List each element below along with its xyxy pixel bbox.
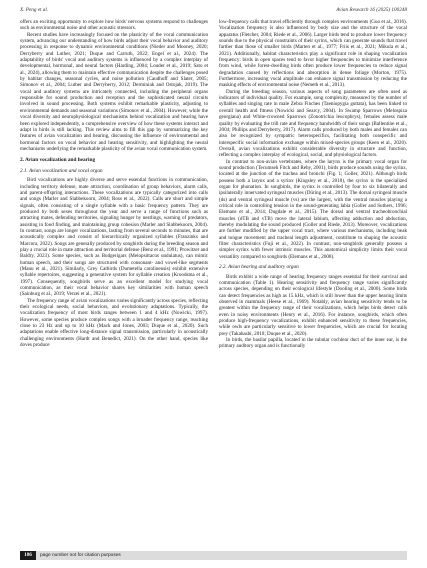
page-number: 186: [20, 551, 36, 560]
paragraph: In birds, the basilar papilla, located in the tubular cochlear duct of the inner ear, is the primary auditory organ and is functionally: [219, 337, 407, 350]
paragraph: The frequency range of avian vocalizations varies significantly across species, reflecting their ecological needs, social behaviors, and evolutionary adaptations. Typically, the vocalization frequency of most birds ranges between 1 and 4 kHz (Nowicki, 1997). However, some species produce complex songs with a broader frequency range, reaching close to 23 Hz and up to 10 kHz (Mack and Jones, 2003; Duque et al., 2020). Such adaptations enable effective long-distance signal transmission, particularly in acoustically challenging environments (Hardt and Benedict, 2021). On the other hand, species like doves produce: [20, 297, 208, 349]
right-column: [219, 19, 407, 544]
section-heading: 2.1. Avian vocalization and vocal organ: [20, 167, 103, 174]
paragraph: Bird vocalizations are highly diverse and serve essential functions in communication, including territory defense, mate attraction, coordination of group behaviors, alarm calls, and parent-offspring interactions. These vocalizations are typically categorized into calls and songs (Marler and Slabbekoorn, 2004; Ross et al., 2022). Calls are short and simple signals, often consisting of a single syllable with a basic frequency pattern. They are produced by both sexes throughout the year and serve a range of functions such as attracting mates, defending territories, signaling hunger by nestlings, warning of predators, assisting in food finding, and maintaining group cohesion (Marler and Slabbekoorn, 2004). In contrast, songs are longer vocalizations, lasting from several seconds to minutes, that are acoustically complex and consist of hierarchically organized syllables (Franzinks and Marcora, 2022). Songs are generally produced by songbirds during the breeding season and play a crucial role in mate attraction and territorial defense (Benz et al., 1991; Prowitzer and Baldry, 2023). Some species, such as Budgerigars (Melopsittacus undulatus), can mimic human speech, and their songs are structured with consonant- and vowel-like segments (Manu et al., 2021). Similarly, Grey Catbirds (Dumetella carolinensis) exhibit extensive syllable repertoires, suggesting a generative system for syllable creation (Kroodsma et al., 1997). Consequently, songbirds serve as an excellent model for studying vocal communication, as their vocal behavior shares key similarities with human speech (Sainburg et al., 2019; Verzei et al., 2021).: [20, 177, 208, 298]
paragraph: low-frequency calls that travel efficiently through complex environments (Guo et al., 2016). Vocalization frequency is also influenced by body size and the structure of the vocal apparatus (Fletcher, 2004; Riede et al., 2006). Larger birds tend to produce lower frequency sounds due to the physical constraints of their syrinx, which can generate sounds that travel farther than those of smaller birds (Marten et al., 1977; Friis et al., 2021; Mikula et al., 2021). Additionally, habitat characteristics play a significant role in shaping vocalization frequency: birds in open spaces tend to favor higher frequencies to minimize interference from wind, while forest-dwelling birds often produce lower frequencies to reduce signal degradation caused by reflections and absorption in dense foliage (Morton, 1975). Furthermore, increasing vocal amplitude can enhance signal transmission by reducing the masking effects of environmental noise (Nemeth et al., 2013).: [219, 19, 407, 89]
header-authors: X. Peng et al.: [20, 7, 49, 13]
running-header: [20, 7, 407, 17]
header-journal: Avian Research 16 (2025) 100248: [336, 7, 407, 13]
paragraph: Birds exhibit a wide range of hearing frequency ranges essential for their survival and communication (Table 1). Hearing sensitivity and frequency range varies significantly across species, depending on their ecological lifestyle (Dooling et al., 2000). Some birds can detect frequencies as high as 15 kHz, which is still lower than the upper hearing limits observed in mammals (Heese et al., 1969). Notably, avian hearing sensitivity tends to be greatest within the frequency range of their vocalizations, which helps birds detect calls even in noisy environments (Henry et al., 2016). For instance, songbirds, which often produce high-frequency vocalizations, exhibit enhanced sensitivity to these frequencies, while owls are particularly sensitive to lower frequencies, which are crucial for locating prey (Takahashi, 2010; Duque et al., 2020).: [219, 273, 407, 337]
paragraph: offers an exciting opportunity to explore how birds' nervous systems respond to challenges such as environmental noise and other acoustic stressors.: [20, 19, 208, 32]
article-body: [20, 19, 407, 544]
section-heading: 2.2. Avian hearing and auditory organ: [219, 264, 299, 271]
paragraph: In contrast to non-avian vertebrates, where the larynx is the primary vocal organ for sound production (Tecumseh Fitch and Reby, 2001), birds produce sounds using the syrinx, located at the junction of the trachea and bronchi (Fig. 1; Goller, 2021). Although birds possess both a larynx and a syrinx (Kingsley et al., 2018), the syrinx is the specialized organ for phonation. In songbirds, the syrinx is controlled by four to six bilaterally and ipsilaterally innervated syringeal muscles (Düring et al., 2013). The dorsal syringeal muscle (ds) and ventral syringeal muscle (vs) are the largest, with the ventral muscles playing a critical role in controlling tension in the sound-generating labia (Goller and Suthers, 1996; Elemans et al., 2014; Dugdale et al., 2015). The dorsal and ventral tracheobronchial muscles (dTB and vTB) move the lateral labium, affecting adduction and abduction, thereby modulating the sound produced (Goller and Riede, 2013). Moreover, vocalizations are further modified by the upper vocal tract, where various mechanisms, including beak and tongue movement and tracheal length adjustment, contribute to shaping the acoustic filter characteristics (Fuji et al., 2022). In contrast, non-songbirds generally possess a simpler syrinx with fewer intrinsic muscles. This anatomical simplicity limits their vocal versatility compared to songbirds (Elemans et al., 2008).: [219, 158, 407, 260]
section-heading: 2. Avian vocalization and hearing: [20, 157, 96, 164]
left-column: [20, 19, 208, 544]
paragraph: During the breeding season, various aspects of song parameters are often used as indicators of individual quality. For example, song complexity, measured by the number of syllables and singing rate in male Zebra Finches (Taeniopygia guttata), has been linked to overall health and fitness (Nowicki and Searcy, 2004). In Swamp Sparrows (Melospiza georgiana) and White-crowned Sparrows (Zonotrichia leucophrys), females assess male quality by evaluating the trill rate and frequency bandwidth of their songs (Ballentine et al., 2004; Phillips and Derryberry, 2017). Alarm calls produced by both males and females can also be recognized by sympatric heterospecifics, facilitating both conspecific and interspecific social information exchange within mixed-species groups (Keen et al., 2020). Overall, avian vocalizations exhibit considerable diversity in structure and function, reflecting a complex interplay of ecological, social, and physiological factors.: [219, 88, 407, 159]
footer-note: page number not for citation purposes: [40, 553, 121, 558]
page-footer: [20, 551, 407, 560]
paragraph: Recent studies have increasingly focused on the plasticity of the vocal communication system, advancing our understanding of how birds adjust their vocal behavior and auditory processing in response to dynamic environmental conditions (Nieder and Mooney, 2020; Derryberry and Luther, 2021; Duque and Carruth, 2022; Engel et al., 2024). The adaptability of birds' vocal and auditory systems is influenced by a complex interplay of developmental, hormonal, and neural factors (Harding, 2004; Louder et al., 2019; Sato et al., 2024), allowing them to maintain effective communication despite the challenges posed by habitat changes, seasonal cycles, and noise pollution (Caudhoff and Slater, 2005; Simonov et al., 2004; Luther and Derryberry, 2012; Derminiak and Ostojak, 2019). The vocal and auditory systems are intricately connected, including the peripheral organs responsible for sound production and reception and the sophisticated neural circuits involved in sound processing. Both systems exhibit remarkable plasticity, adjusting to environmental demands and seasonal variations (Simonov et al., 2004). However, while the vocal diversity and neurophysiological mechanisms behind vocalization and hearing have been explored independently, a comprehensive overview of how these systems interact and adapt in birds is still lacking. This review aims to fill this gap by summarizing the key features of avian vocalization and hearing, discussing the influence of environmental and hormonal factors on vocal behavior and hearing sensitivity, and highlighting the neural mechanisms underlying the remarkable plasticity of the avian vocal communication system.: [20, 31, 208, 152]
